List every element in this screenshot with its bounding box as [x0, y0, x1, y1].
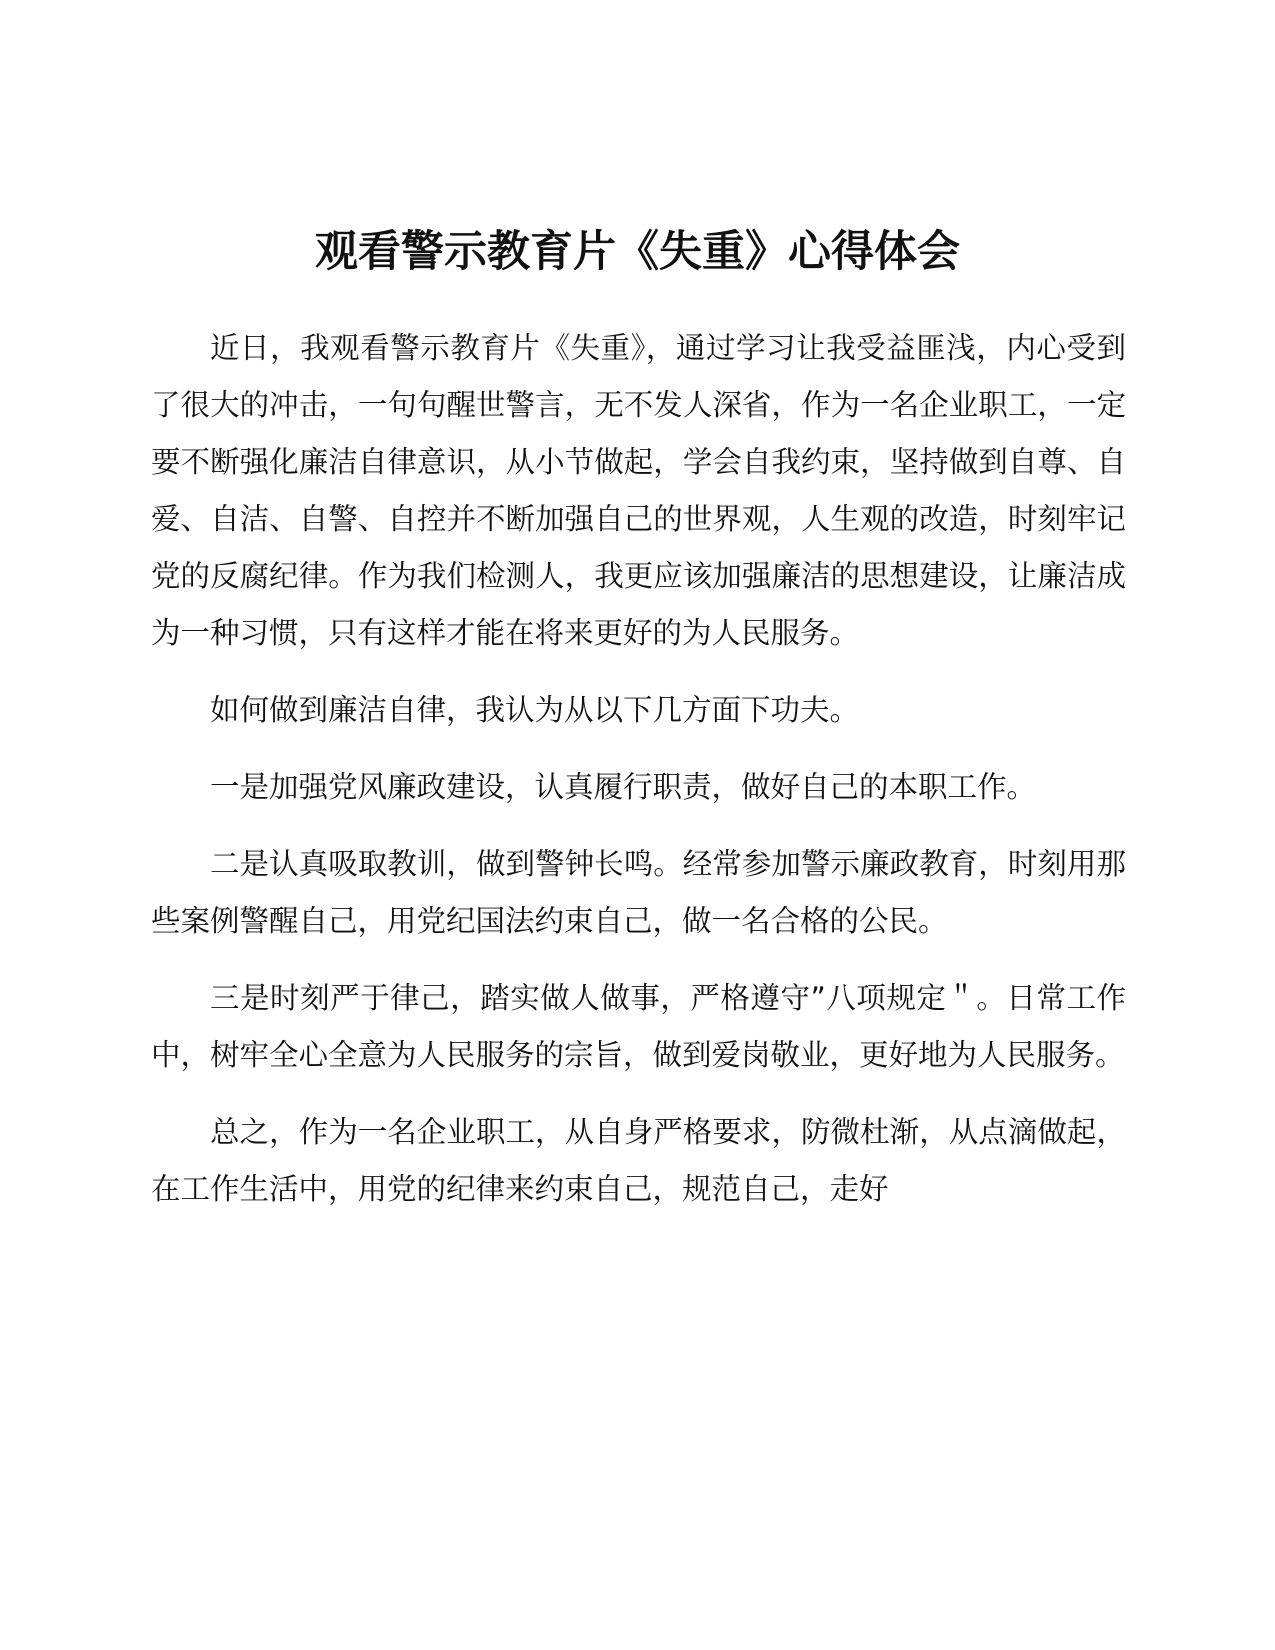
paragraph-intro: 近日，我观看警示教育片《失重》，通过学习让我受益匪浅，内心受到了很大的冲击，一句句醒世警言，无不发人深省，作为一名企业职工，一定要不断强化廉洁自律意识，从小节做起，学会自我约束，坚持做到自尊、自爱、自洁、自警、自控并不断加强自己的世界观，人生观的改造，时刻牢记党的反腐纪律。作为我们检测人，我更应该加强廉洁的思想建设，让廉洁成为一种习惯，只有这样才能在将来更好的为人民服务。	[151, 331, 1126, 650]
paragraph-question: 如何做到廉洁自律，我认为从以下几方面下功夫。	[210, 693, 860, 727]
paragraph-point-three: 三是时刻严于律己，踏实做人做事，严格遵守”八项规定＂。日常工作中，树牢全心全意为人民服务的宗旨，做到爱岗敬业，更好地为人民服务。	[151, 981, 1126, 1072]
document-body	[151, 320, 1126, 1238]
document-title: 观看警示教育片《失重》心得体会	[315, 227, 960, 277]
paragraph-point-two: 二是认真吸取教训，做到警钟长鸣。经常参加警示廉政教育，时刻用那些案例警醒自己，用党纪国法约束自己，做一名合格的公民。	[151, 847, 1126, 938]
paragraph-conclusion: 总之，作为一名企业职工，从自身严格要求，防微杜渐，从点滴做起，在工作生活中，用党的纪律来约束自己，规范自己，走好	[151, 1115, 1126, 1206]
paragraph-point-one: 一是加强党风廉政建设，认真履行职责，做好自己的本职工作。	[210, 770, 1037, 804]
